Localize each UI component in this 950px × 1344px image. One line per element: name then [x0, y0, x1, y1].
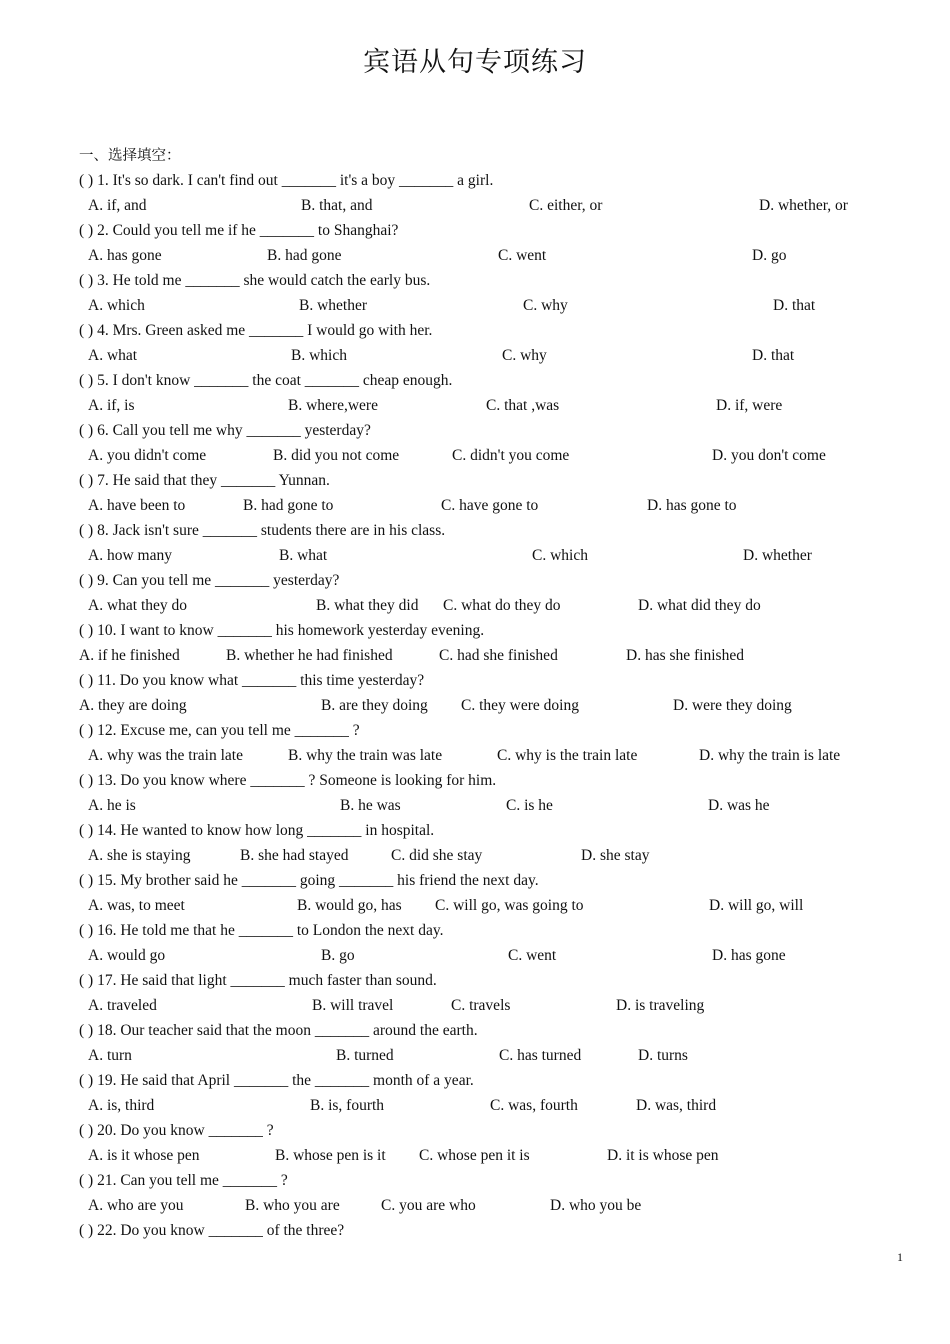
option-a: A. why was the train late [88, 747, 243, 764]
option-a: A. traveled [88, 997, 157, 1014]
question-stem: ( ) 13. Do you know where _______ ? Someone is looking for him. [79, 772, 497, 789]
option-b: B. go [321, 947, 355, 964]
question-stem: ( ) 4. Mrs. Green asked me _______ I would go with her. [79, 322, 433, 339]
option-b: B. are they doing [321, 697, 428, 714]
question-item [0, 820, 950, 870]
question-item [0, 470, 950, 520]
option-d: D. who you be [550, 1197, 642, 1214]
option-b: B. he was [340, 797, 401, 814]
option-b: B. what they did [316, 597, 419, 614]
option-b: B. had gone to [243, 497, 334, 514]
question-stem: ( ) 20. Do you know _______ ? [79, 1122, 274, 1139]
option-d: D. that [773, 297, 816, 314]
option-a: A. how many [88, 547, 172, 564]
question-stem: ( ) 12. Excuse me, can you tell me _______ ? [79, 722, 360, 739]
question-item [0, 320, 950, 370]
option-b: B. turned [336, 1047, 394, 1064]
option-c: C. which [532, 547, 588, 564]
option-d: D. whether [743, 547, 812, 564]
option-a: A. was, to meet [88, 897, 185, 914]
question-item [0, 1120, 950, 1170]
option-d: D. turns [638, 1047, 688, 1064]
option-a: A. you didn't come [88, 447, 207, 464]
question-stem: ( ) 1. It's so dark. I can't find out _______ it's a boy _______ a girl. [79, 172, 494, 189]
option-a: A. if, and [88, 197, 147, 214]
option-c: C. you are who [381, 1197, 476, 1214]
section-heading: 一、选择填空： [79, 148, 181, 164]
option-b: B. will travel [312, 997, 394, 1014]
question-stem: ( ) 5. I don't know _______ the coat _______ cheap enough. [79, 372, 453, 389]
option-b: B. she had stayed [240, 847, 349, 864]
page-number: 1 [897, 1250, 903, 1264]
question-item [0, 870, 950, 920]
option-b: B. that, and [301, 197, 373, 214]
option-d: D. whether, or [759, 197, 848, 214]
option-d: D. has she finished [626, 647, 744, 664]
option-b: B. who you are [245, 1197, 340, 1214]
option-c: C. that ,was [486, 397, 560, 414]
option-a: A. what they do [88, 597, 188, 614]
option-d: D. why the train is late [699, 747, 841, 764]
option-a: A. they are doing [79, 697, 187, 714]
question-stem: ( ) 15. My brother said he _______ going _______ his friend the next day. [79, 872, 539, 889]
option-b: B. which [291, 347, 347, 364]
question-item [0, 1220, 950, 1270]
option-c: C. will go, was going to [435, 897, 584, 914]
question-stem: ( ) 9. Can you tell me _______ yesterday? [79, 572, 340, 589]
option-a: A. is it whose pen [88, 1147, 200, 1164]
question-stem: ( ) 14. He wanted to know how long _______ in hospital. [79, 822, 435, 839]
option-a: A. if, is [88, 397, 135, 414]
option-c: C. travels [451, 997, 511, 1014]
question-item [0, 770, 950, 820]
option-a: A. is, third [88, 1097, 155, 1114]
option-d: D. it is whose pen [607, 1147, 719, 1164]
option-a: A. turn [88, 1047, 132, 1064]
option-d: D. that [752, 347, 795, 364]
option-b: B. why the train was late [288, 747, 443, 764]
option-b: B. whether [299, 297, 368, 314]
option-c: C. why [502, 347, 547, 364]
option-d: D. will go, will [709, 897, 804, 914]
option-d: D. was he [708, 797, 770, 814]
question-item [0, 520, 950, 570]
option-c: C. why [523, 297, 568, 314]
question-stem: ( ) 6. Call you tell me why _______ yesterday? [79, 422, 371, 439]
question-stem: ( ) 10. I want to know _______ his homework yesterday evening. [79, 622, 485, 639]
option-c: C. they were doing [461, 697, 579, 714]
question-item [0, 620, 950, 670]
option-c: C. has turned [499, 1047, 582, 1064]
question-item [0, 270, 950, 320]
option-b: B. is, fourth [310, 1097, 385, 1114]
option-d: D. if, were [716, 397, 783, 414]
option-c: C. was, fourth [490, 1097, 578, 1114]
question-stem: ( ) 8. Jack isn't sure _______ students there are in his class. [79, 522, 446, 539]
question-item [0, 1020, 950, 1070]
option-b: B. where,were [288, 397, 378, 414]
option-c: C. either, or [529, 197, 603, 214]
option-a: A. has gone [88, 247, 162, 264]
question-stem: ( ) 22. Do you know _______ of the three? [79, 1222, 345, 1239]
option-d: D. what did they do [638, 597, 761, 614]
option-b: B. whether he had finished [226, 647, 393, 664]
question-item [0, 220, 950, 270]
option-a: A. which [88, 297, 145, 314]
question-stem: ( ) 21. Can you tell me _______ ? [79, 1172, 288, 1189]
option-d: D. has gone [712, 947, 786, 964]
option-d: D. were they doing [673, 697, 792, 714]
option-c: C. is he [506, 797, 553, 814]
option-b: B. what [279, 547, 328, 564]
question-stem: ( ) 19. He said that April _______ the _______ month of a year. [79, 1072, 474, 1089]
question-item [0, 670, 950, 720]
question-item [0, 720, 950, 770]
question-stem: ( ) 18. Our teacher said that the moon _______ around the earth. [79, 1022, 478, 1039]
question-item [0, 570, 950, 620]
option-d: D. you don't come [712, 447, 826, 464]
question-stem: ( ) 2. Could you tell me if he _______ to Shanghai? [79, 222, 399, 239]
question-stem: ( ) 3. He told me _______ she would catch the early bus. [79, 272, 431, 289]
question-item [0, 1170, 950, 1220]
option-a: A. she is staying [88, 847, 191, 864]
option-b: B. did you not come [273, 447, 400, 464]
option-a: A. he is [88, 797, 136, 814]
option-c: C. did she stay [391, 847, 483, 864]
option-b: B. would go, has [297, 897, 402, 914]
option-c: C. whose pen it is [419, 1147, 530, 1164]
question-stem: ( ) 7. He said that they _______ Yunnan. [79, 472, 330, 489]
question-stem: ( ) 11. Do you know what _______ this time yesterday? [79, 672, 425, 689]
option-c: C. what do they do [443, 597, 561, 614]
question-item [0, 970, 950, 1020]
page-title: 宾语从句专项练习 [363, 47, 587, 78]
question-item [0, 1070, 950, 1120]
option-d: D. go [752, 247, 787, 264]
option-a: A. if he finished [79, 647, 180, 664]
option-d: D. is traveling [616, 997, 705, 1014]
option-d: D. she stay [581, 847, 650, 864]
option-c: C. went [508, 947, 557, 964]
option-a: A. who are you [88, 1197, 184, 1214]
option-a: A. what [88, 347, 138, 364]
option-d: D. was, third [636, 1097, 717, 1114]
question-item [0, 170, 950, 220]
option-c: C. have gone to [441, 497, 539, 514]
option-c: C. had she finished [439, 647, 558, 664]
option-c: C. went [498, 247, 547, 264]
question-item [0, 420, 950, 470]
option-c: C. didn't you come [452, 447, 570, 464]
question-stem: ( ) 17. He said that light _______ much faster than sound. [79, 972, 437, 989]
question-list [0, 170, 950, 1270]
option-c: C. why is the train late [497, 747, 638, 764]
option-a: A. have been to [88, 497, 186, 514]
question-item [0, 370, 950, 420]
option-d: D. has gone to [647, 497, 737, 514]
question-stem: ( ) 16. He told me that he _______ to London the next day. [79, 922, 444, 939]
question-item [0, 920, 950, 970]
option-a: A. would go [88, 947, 166, 964]
option-b: B. had gone [267, 247, 342, 264]
option-b: B. whose pen is it [275, 1147, 386, 1164]
